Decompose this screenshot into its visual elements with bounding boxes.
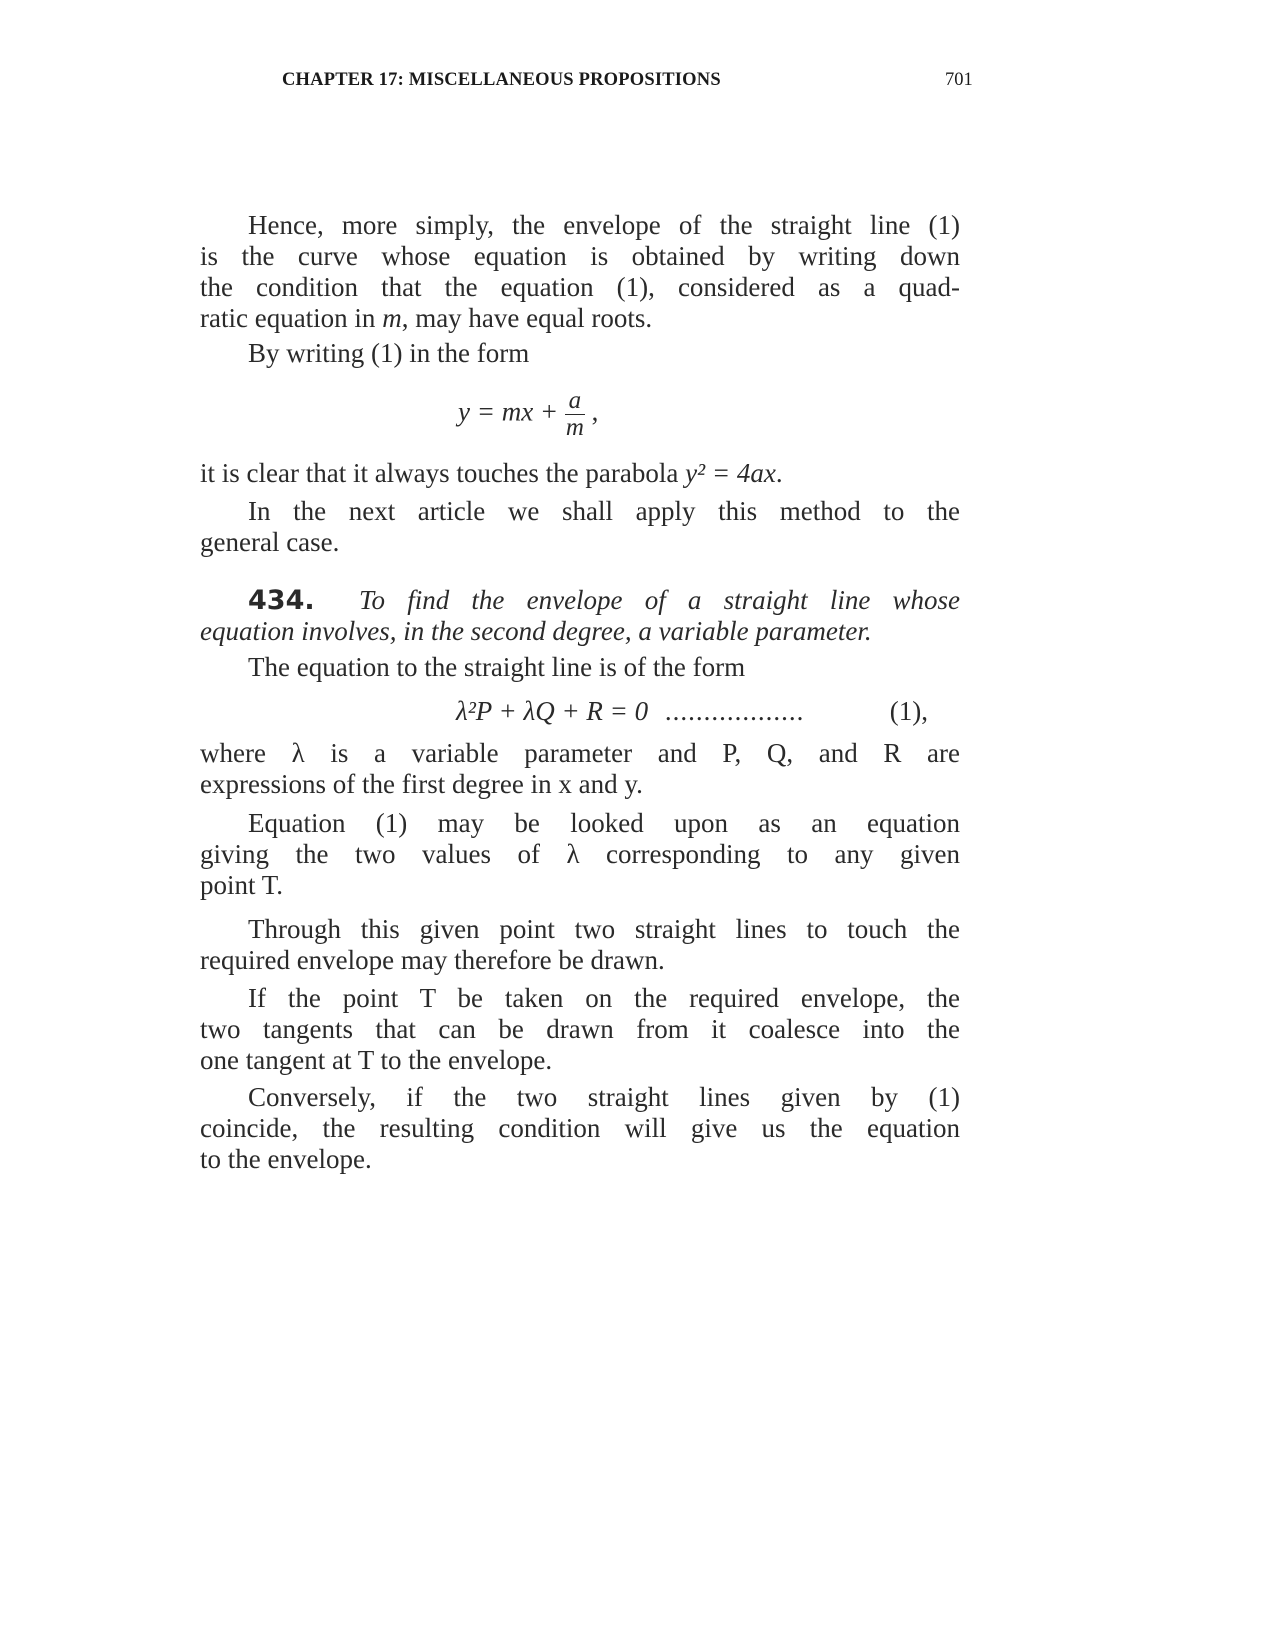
text-line	[200, 585, 960, 616]
text-line: general case.	[200, 527, 340, 557]
paragraph-point-on-envelope	[200, 983, 960, 1076]
paragraph-equation-values	[200, 808, 960, 901]
text-line: the condition that the equation (1), considered as a quad-	[200, 272, 960, 302]
text-line: Through this given point two straight lines to touch the	[248, 914, 960, 944]
page-number: 701	[945, 70, 973, 90]
text-line: coincide, the resulting condition will give us the equation	[200, 1113, 960, 1143]
text-line: expressions of the first degree in x and y.	[200, 769, 643, 799]
running-head: CHAPTER 17: MISCELLANEOUS PROPOSITIONS	[282, 70, 721, 90]
equation-expression: λ²P + λQ + R = 0	[456, 696, 649, 726]
fraction-denominator: m	[565, 414, 584, 441]
text-line	[200, 458, 960, 489]
fraction-numerator: a	[568, 387, 582, 414]
page-header	[0, 70, 1275, 100]
text-line: If the point T be taken on the required envelope, the	[248, 983, 960, 1013]
text-line: Hence, more simply, the envelope of the straight line (1)	[248, 210, 960, 240]
text-line: The equation to the straight line is of the form	[248, 652, 746, 682]
fraction	[565, 388, 585, 441]
paragraph-conversely	[200, 1082, 960, 1175]
text-segment: , may have equal roots.	[401, 303, 653, 333]
article-434-heading	[200, 585, 960, 647]
text-line: to the envelope.	[200, 1144, 372, 1174]
article-title: equation involves, in the second degree, a variable parameter.	[200, 616, 872, 646]
paragraph-parabola	[200, 458, 960, 489]
text-line: Equation (1) may be looked upon as an equation	[248, 808, 960, 838]
paragraph-equation-form	[200, 652, 960, 683]
paragraph-next-article	[200, 496, 960, 558]
math-expression: y² = 4ax	[685, 458, 776, 488]
text-line: By writing (1) in the form	[248, 338, 530, 368]
equation-leader-dots: ..................	[664, 696, 805, 726]
text-line	[200, 616, 960, 647]
article-title: To find the envelope of a straight line whose	[359, 585, 960, 615]
text-segment: it is clear that it always touches the parabola	[200, 458, 686, 488]
equation-lhs: y = mx +	[458, 396, 565, 427]
equation-1	[456, 696, 928, 727]
article-number: 434.	[248, 585, 315, 616]
math-var: m	[382, 303, 402, 333]
paragraph-by-writing	[200, 338, 960, 369]
paragraph-envelope-summary	[200, 210, 960, 334]
text-line: Conversely, if the two straight lines given by (1)	[248, 1082, 960, 1112]
text-line: is the curve whose equation is obtained by writing down	[200, 241, 960, 271]
equation-tangent-form	[458, 388, 598, 441]
paragraph-through-point	[200, 914, 960, 976]
equation-number: (1),	[889, 696, 928, 726]
text-line	[200, 303, 960, 334]
text-line: one tangent at T to the envelope.	[200, 1045, 553, 1075]
text-line: giving the two values of λ corresponding to any given	[200, 839, 960, 869]
equation-punctuation: ,	[584, 396, 599, 427]
text-line: required envelope may therefore be drawn.	[200, 945, 665, 975]
text-line: where λ is a variable parameter and P, Q, and R are	[200, 738, 960, 768]
text-segment: .	[775, 458, 783, 488]
text-line: two tangents that can be drawn from it coalesce into the	[200, 1014, 960, 1044]
text-line: point T.	[200, 870, 284, 900]
text-segment: ratic equation in	[200, 303, 383, 333]
paragraph-where-lambda	[200, 738, 960, 800]
text-line: In the next article we shall apply this method to the	[248, 496, 960, 526]
